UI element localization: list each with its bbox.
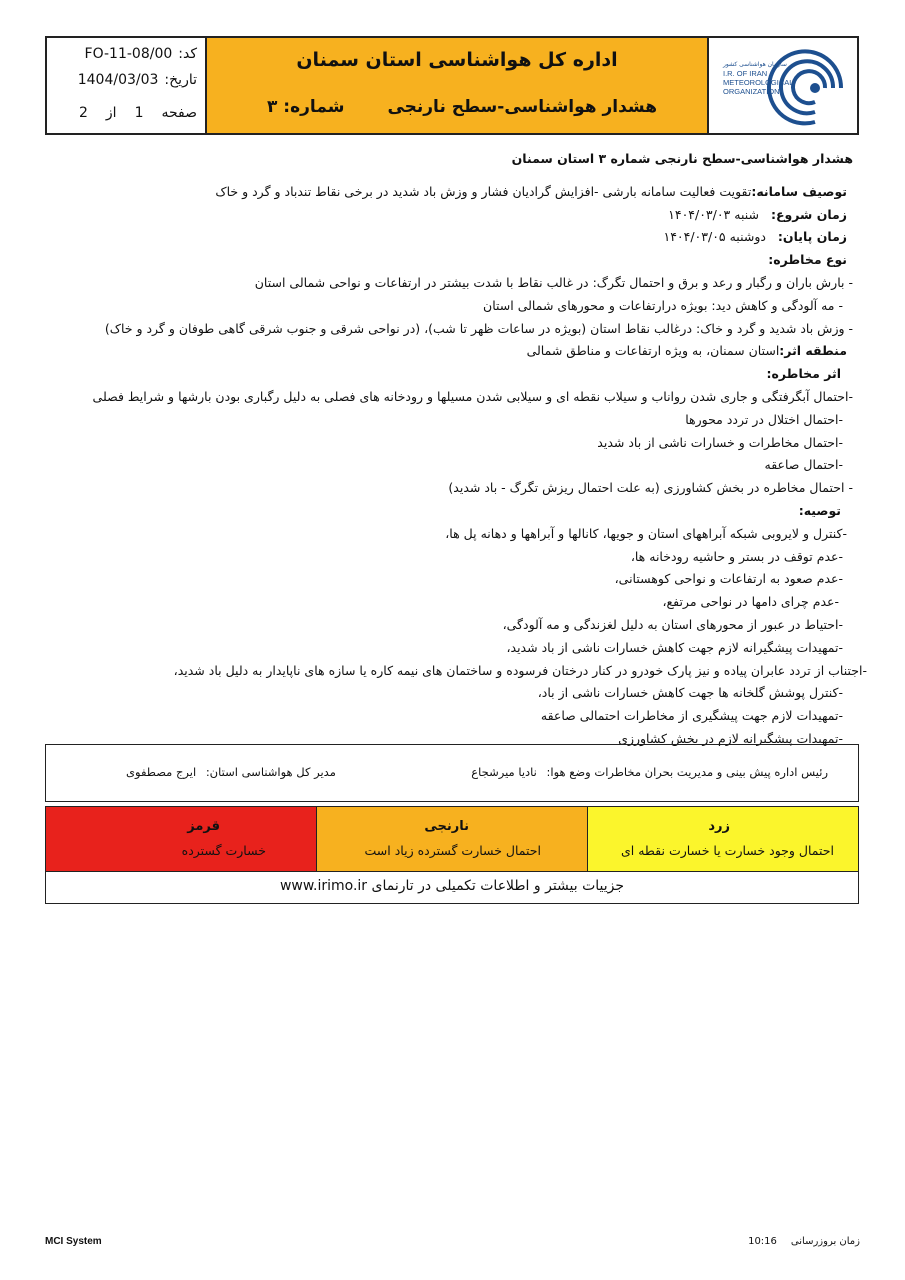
document-header — [45, 36, 859, 135]
advice-item: -تمهیدات لازم جهت پیشگیری از مخاطرات احتمالی صاعقه — [540, 708, 843, 724]
warning-level-title: هشدار هواشناسی-سطح نارنجی — [387, 97, 657, 117]
hazard-item: - مه آلودگی و کاهش دید: بویژه درارتفاعات و محورهای شمالی استان — [483, 297, 843, 313]
page-label: صفحه — [161, 105, 197, 121]
document-meta — [47, 38, 207, 133]
legend-red — [46, 807, 317, 871]
system-text: تقویت فعالیت سامانه بارشی -افزایش گرادیان فشار و وزش باد شدید در برخی نقاط تندباد و گرد و خاک — [215, 183, 752, 199]
advice-item: -اجتناب از تردد عابران پیاده و نیز پارک خودرو در کنار درختان فرسوده و ساختمان های نیمه کاره یا سازه های ناپایدار به دلیل باد شدید، — [173, 662, 867, 678]
page-title: اداره کل هواشناسی استان سمنان — [296, 49, 618, 71]
end-value: دوشنبه ۱۴۰۴/۰۳/۰۵ — [663, 229, 766, 245]
legend-yellow-name: زرد — [708, 819, 730, 834]
advice-item: -کنترل پوشش گلخانه ها جهت کاهش خسارات ناشی از باد، — [537, 685, 843, 701]
logo-text-en-1: I.R. OF IRAN — [723, 69, 768, 78]
advice-item: -عدم چرای دامها در نواحی مرتفع، — [662, 594, 839, 610]
advice-item: -تمهیدات پیشگیرانه لازم جهت کاهش خسارات ناشی از باد شدید، — [506, 639, 843, 655]
start-label: زمان شروع: — [770, 206, 847, 222]
code-row — [57, 46, 197, 62]
area-text: استان سمنان، به ویژه ارتفاعات و مناطق شمالی — [526, 343, 780, 359]
warning-number: شماره: ۳ — [267, 97, 345, 117]
content-heading: هشدار هواشناسی-سطح نارنجی شماره ۳ استان سمنان — [511, 151, 853, 166]
title-box — [207, 38, 707, 133]
start-time — [53, 204, 853, 227]
system-description — [53, 181, 853, 204]
start-value: شنبه ۱۴۰۴/۰۳/۰۳ — [668, 206, 759, 222]
page-row — [57, 105, 197, 121]
effects-label: اثر مخاطره: — [766, 366, 841, 382]
warning-content — [53, 148, 867, 751]
advice-item: -احتیاط در عبور از محورهای استان به دلیل لغزندگی و مه آلودگی، — [502, 616, 843, 632]
page-total: 2 — [78, 105, 88, 121]
more-info-link[interactable]: جزییات بیشتر و اطلاعات تکمیلی در تارنمای www.irimo.ir — [45, 871, 859, 904]
end-time — [53, 226, 853, 249]
effect-item: -احتمال اختلال در تردد محورها — [685, 411, 843, 427]
update-label: زمان بروزرسانی — [790, 1236, 860, 1247]
system-label: توصیف سامانه: — [751, 183, 847, 199]
update-time: 10:16 — [748, 1236, 777, 1247]
legend-yellow-desc: احتمال وجود خسارت یا خسارت نقطه ای — [620, 843, 834, 858]
footer-system-name: MCI System — [45, 1236, 102, 1247]
effect-item: -احتمال آبگرفتگی و جاری شدن رواناب و سیلاب نقطه ای و سیلابی شدن مسیلها و رودخانه های فصلی به دلیل رگباری بودن بارشها و شرایط فصلی — [92, 388, 853, 404]
code-value: FO-11-08/00 — [84, 46, 173, 62]
legend-orange-name: نارنجی — [424, 819, 469, 834]
date-label: تاریخ: — [164, 72, 197, 88]
page-of: از — [105, 105, 117, 121]
end-label: زمان پایان: — [777, 229, 847, 245]
logo-text — [723, 60, 793, 96]
code-label: کد: — [178, 46, 197, 62]
logo-box — [707, 38, 857, 133]
signatures-box — [45, 744, 859, 802]
warning-level-legend — [45, 806, 859, 872]
footer-update-time — [748, 1236, 860, 1247]
effect-item: -احتمال صاعقه — [764, 457, 843, 473]
advice-item: -کنترل و لایروبی شبکه آبراههای استان و جویها، کانالها و آبراهها و دهانه پل ها، — [445, 525, 847, 541]
advice-item: -تمهیدات پیشگیرانه لازم در بخش کشاورزی — [618, 730, 843, 746]
area-label: منطقه اثر: — [779, 343, 847, 359]
legend-red-desc: خسارت گسترده — [181, 843, 266, 858]
logo-text-en-3: ORGANIZATION — [723, 87, 780, 96]
area-of-effect — [53, 340, 853, 363]
effect-item: -احتمال مخاطرات و خسارات ناشی از باد شدید — [597, 434, 843, 450]
director-signature — [126, 765, 336, 779]
hazard-item: - وزش باد شدید و گرد و خاک: درغالب نقاط استان (بویژه در ساعات ظهر تا شب)، (در نواحی شرقی و جنوب شرقی گاهی طوفان و گرد و خاک) — [104, 320, 853, 336]
legend-orange — [317, 807, 588, 871]
date-row — [57, 72, 197, 88]
legend-yellow — [588, 807, 858, 871]
forecast-head-signature — [471, 765, 828, 779]
advice-item: -عدم صعود به ارتفاعات و نواحی کوهستانی، — [614, 571, 843, 587]
legend-orange-desc: احتمال خسارت گسترده زیاد است — [364, 843, 541, 858]
advice-item: -عدم توقف در بستر و حاشیه رودخانه ها، — [630, 548, 843, 564]
page-current: 1 — [134, 105, 144, 121]
logo-text-fa: سازمان هواشناسی کشور — [723, 61, 787, 68]
date-value: 1404/03/03 — [77, 72, 159, 88]
director-name: ایرج مصطفوی — [126, 765, 197, 779]
forecast-head-label: رئیس اداره پیش بینی و مدیریت بحران مخاطرات وضع هوا: — [546, 765, 828, 779]
logo-text-en-2: METEOROLOGICAL — [723, 78, 794, 87]
director-label: مدیر کل هواشناسی استان: — [205, 765, 336, 779]
forecast-head-name: نادیا میرشجاع — [471, 765, 537, 779]
effect-item: - احتمال مخاطره در بخش کشاورزی (به علت احتمال ریزش تگرگ - باد شدید) — [448, 480, 853, 496]
hazard-type-label: نوع مخاطره: — [768, 252, 847, 268]
hazard-item: - بارش باران و رگبار و رعد و برق و احتمال تگرگ: در غالب نقاط با شدت بیشتر در ارتفاعات و نواحی شمالی استان — [254, 274, 853, 290]
legend-red-name: قرمز — [187, 819, 220, 834]
advice-label: توصیه: — [798, 502, 841, 518]
